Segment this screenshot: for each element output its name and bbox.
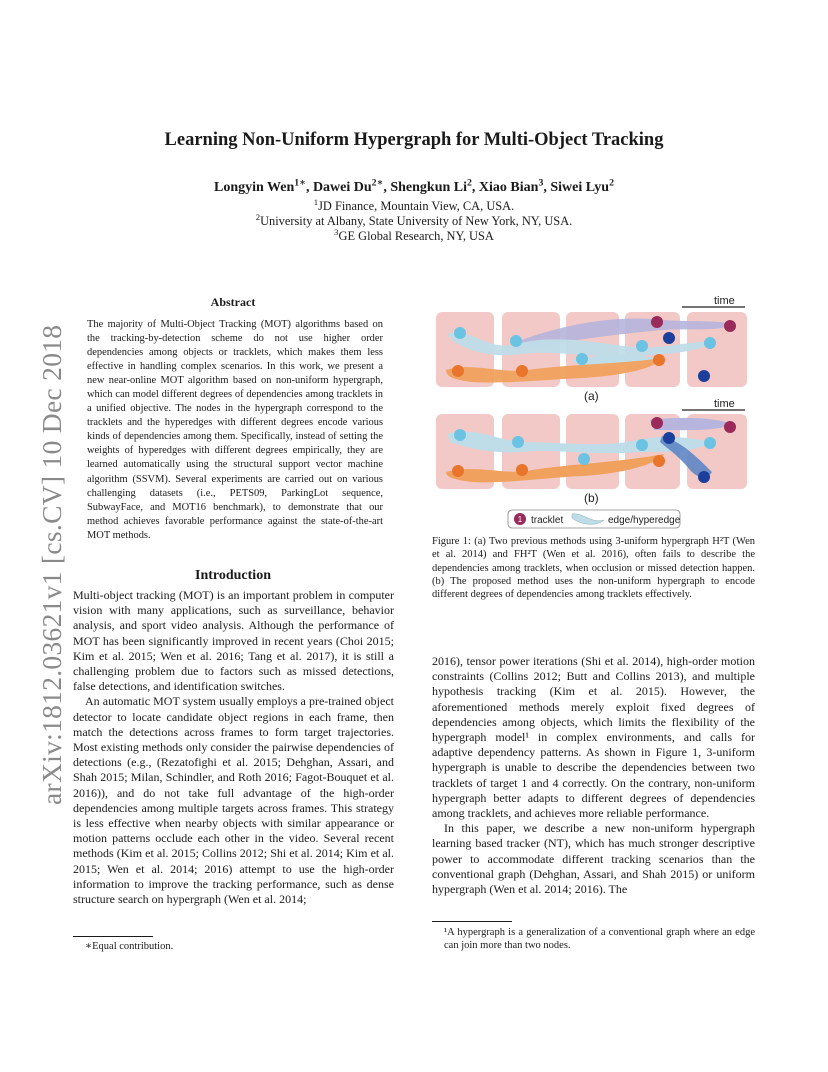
abstract-heading: Abstract (210, 295, 256, 309)
legend-edge-label: edge/hyperedge (608, 515, 681, 526)
tracklet-node-4 (663, 432, 675, 444)
time-label: time (714, 295, 735, 307)
affiliation (0, 226, 828, 244)
affiliation (0, 196, 828, 214)
legend-node-number: 1 (517, 515, 523, 524)
panel-b (436, 398, 747, 505)
affiliation-text: University at Albany, State University of New York, NY, USA. (260, 214, 573, 228)
panel-label: (b) (584, 491, 599, 505)
affiliation-number: 2 (255, 211, 261, 222)
tracklet-node-2 (704, 337, 716, 349)
author-affil: 2 (609, 177, 614, 189)
footnote-rule (73, 936, 153, 937)
author-name: , Dawei Du (305, 180, 372, 195)
footnote-text: ∗Equal contribution. (85, 941, 174, 952)
affiliation-number: 3 (334, 226, 339, 237)
tracklet-node-3 (516, 365, 528, 377)
tracklet-node-2 (454, 429, 466, 441)
tracklet-node-2 (510, 335, 522, 347)
tracklet-node-3 (452, 465, 464, 477)
hypergraph-figure (432, 292, 755, 532)
paper-title: Learning Non-Uniform Hypergraph for Multi-Object Tracking (164, 130, 664, 150)
legend-tracklet-label: tracklet (531, 515, 564, 526)
left-column-body (73, 588, 394, 907)
author-affil: 2 (467, 177, 472, 189)
affiliation-number: 1 (313, 196, 319, 207)
tracklet-node-1 (651, 316, 663, 328)
panel-a (436, 295, 747, 403)
arxiv-side-label: arXiv:1812.03621v1 [cs.CV] 10 Dec 2018 (36, 324, 67, 805)
author-name: Longyin Wen (213, 180, 295, 195)
tracklet-node-2 (636, 439, 648, 451)
tracklet-node-3 (516, 464, 528, 476)
tracklet-node-4 (698, 370, 710, 382)
paragraph: An automatic MOT system usually employs a pre-trained object detector to locate candidate object regions in each frame, then match the detections across frames to form target trajectories. Most existing methods only consider the pairwise dependencies of detections (e.g., (Rezatofighi et al. 2015; Dehghan, Assari, and Shah 2015; Milan, Schindler, and Roth 2016; Fagot-Bouquet et al. 2016)), and do not take full advantage of the high-order dependencies among multiple targets across frames. This strategy is less effective when nearby objects with similar appearance or motion patterns occlude each other in the video. Several recent methods (Kim et al. 2015; Collins 2012; Shi et al. 2014; Kim et al. 2015; Wen et al. 2014; 2016) attempt to use the high-order information to improve the tracking performance, such as dense structure search on hypergraph (Wen et al. 2014; (73, 694, 394, 907)
author-name: , Siwei Lyu (543, 180, 610, 195)
abstract-text: The majority of Multi-Object Tracking (MOT) algorithms based on the tracking-by-detection scheme do not use higher order dependencies among objects or tracklets, which makes them less effective in handling complex scenarios. In this work, we present a new near-online MOT algorithm based on non-uniform hypergraph, which can model different degrees of dependencies among tracklets in a unified objective. The nodes in the hypergraph correspond to the tracklets and the hyperedges with different degrees encode various kinds of dependencies among them. Specifically, instead of setting the weights of hyperedges with different degrees empirically, they are learned automatically using the structural support vector machine algorithm (SSVM). Several experiments are carried out on various challenging datasets (i.e., PETS09, ParkingLot sequence, SubwayFace, and MOT16 benchmark), to demonstrate that our method achieves favorable performance against the state-of-the-art MOT methods. (87, 319, 383, 541)
figure-1 (432, 292, 755, 532)
affiliation (0, 211, 828, 229)
tracklet-node-3 (653, 354, 665, 366)
author-name: , Xiao Bian (471, 180, 539, 195)
tracklet-node-2 (704, 437, 716, 449)
figure-legend (508, 510, 681, 528)
introduction-heading: Introduction (195, 568, 271, 583)
paragraph: In this paper, we describe a new non-uniform hypergraph learning based tracker (NT), which has much stronger descriptive power to accommodate different tracking scenarios than the conventional graph (Dehghan, Assari, and Shah 2015) or uniform hypergraph (Wen et al. 2014; 2016). The (432, 821, 755, 897)
right-footnote (432, 921, 755, 952)
affiliation-text: JD Finance, Mountain View, CA, USA. (318, 199, 515, 213)
tracklet-node-3 (452, 365, 464, 377)
figure-caption: Figure 1: (a) Two previous methods using 3-uniform hypergraph H²T (Wen et al. 2014) and FH²T (Wen et al. 2016), often fails to describe the dependencies among tracklets, when occlusion or missed detection happen. (b) The proposed method uses the non-uniform hypergraph to encode different degrees of dependencies among tracklets effectively. (432, 536, 755, 601)
paragraph: Multi-object tracking (MOT) is an important problem in computer vision with many applications, such as surveillance, behavior analysis, and sport video analysis. Although the performance of MOT has been significantly improved in recent years (Choi 2015; Kim et al. 2015; Wen et al. 2016; Tang et al. 2017), it is still a challenging problem due to factors such as missed detections, false detections, and identification switches. (73, 588, 394, 694)
tracklet-node-2 (454, 327, 466, 339)
author-list (0, 177, 828, 196)
footnote-rule (432, 921, 512, 922)
footnote-text: ¹A hypergraph is a generalization of a conventional graph where an edge can join more than two nodes. (444, 927, 755, 951)
affiliation-text: GE Global Research, NY, USA (338, 229, 494, 243)
tracklet-node-2 (578, 453, 590, 465)
tracklet-node-2 (576, 353, 588, 365)
tracklet-node-3 (653, 455, 665, 467)
tracklet-node-2 (512, 436, 524, 448)
panel-label: (a) (584, 389, 599, 403)
tracklet-node-1 (724, 320, 736, 332)
paragraph: 2016), tensor power iterations (Shi et al. 2014), high-order motion constraints (Collins 2012; Butt and Collins 2013), and multiple hypothesis tracking (Kim et al. 2015). However, the aforementioned methods merely exploit fixed degrees of dependencies among objects, which limits the flexibility of the hypergraph model¹ in complex environments, and calls for adaptive dependency patterns. As shown in Figure 1, 3-uniform hypergraph is unable to describe the dependencies between two tracklets of target 1 and 4 correctly. On the contrary, non-uniform hypergraph better adapts to different degrees of dependencies among tracklets, and achieves more reliable performance. (432, 654, 755, 821)
tracklet-node-1 (724, 421, 736, 433)
author-affil: 2∗ (371, 177, 384, 189)
tracklet-node-2 (636, 340, 648, 352)
author-affil: 1∗ (294, 177, 306, 189)
tracklet-node-4 (663, 332, 675, 344)
left-footnote (73, 936, 173, 953)
tracklet-node-4 (698, 471, 710, 483)
tracklet-node-1 (651, 417, 663, 429)
author-affil: 3 (538, 177, 544, 189)
time-label: time (714, 398, 735, 410)
right-column-body (432, 654, 755, 897)
author-name: , Shengkun Li (383, 180, 468, 195)
